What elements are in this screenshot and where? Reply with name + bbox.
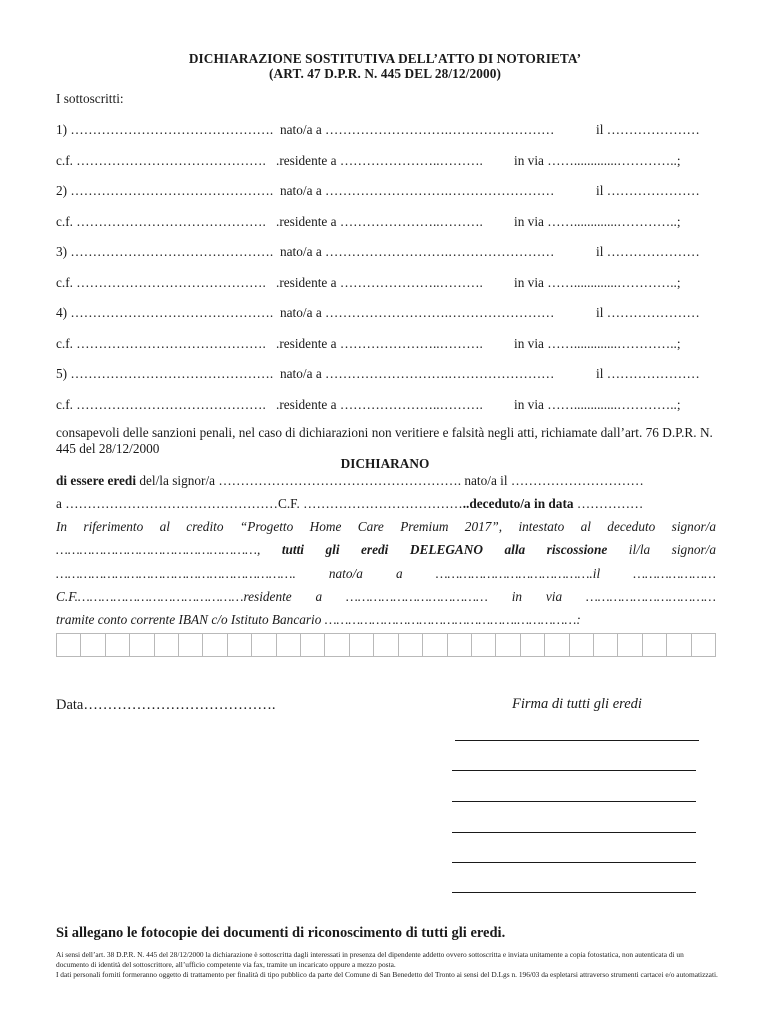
person-nato: nato/a a ……………………….…………………… (280, 122, 555, 137)
iban-cell[interactable] (179, 634, 203, 656)
signature-line[interactable] (452, 892, 696, 893)
iban-cell[interactable] (423, 634, 447, 656)
iban-cell[interactable] (203, 634, 227, 656)
nato-line[interactable]: ……………………………………………………. nato/a a ………………………………….il ………………… (56, 566, 716, 581)
iban-cell[interactable] (350, 634, 374, 656)
iban-cell[interactable] (472, 634, 496, 656)
person-num: 3) ………………………………………. (56, 244, 274, 259)
iban-grid[interactable] (56, 633, 716, 657)
eredi-bold: di essere eredi (56, 473, 137, 488)
person-cf: c.f. ……………………………………. (56, 214, 266, 229)
delegano-line[interactable] (56, 542, 716, 558)
person-residente: .residente a …………………..………. (276, 336, 483, 351)
iban-cell[interactable] (374, 634, 398, 656)
iban-cell[interactable] (594, 634, 618, 656)
signature-line[interactable] (452, 770, 696, 771)
intro-text: I sottoscritti: (56, 91, 124, 106)
legal-note-1: Ai sensi dell’art. 38 D.P.R. N. 445 del 28/12/2000 la dichiarazione è sottoscritta dagli interessati in presenza del dipendente addetto ovvero sottoscritta e inviata unitamente a copia fotostatica, non autenticata di un documento di identità del sottoscrittore, all’ufficio competente via fax, tramite un incaricato oppure a mezzo posta. (56, 950, 684, 969)
eredi-rest: del/la signor/a ………………………………………………. nato/a il ………………………… (136, 473, 644, 488)
person-cf: c.f. ……………………………………. (56, 153, 266, 168)
document-title: DICHIARAZIONE SOSTITUTIVA DELL’ATTO DI NOTORIETA’ (188, 51, 582, 66)
signature-line[interactable] (452, 862, 696, 863)
iban-cell[interactable] (545, 634, 569, 656)
person-num: 1) ………………………………………. (56, 122, 274, 137)
person-cf: c.f. ……………………………………. (56, 275, 266, 290)
person-num: 4) ………………………………………. (56, 305, 274, 320)
person-cf: c.f. ……………………………………. (56, 336, 266, 351)
person-residente: .residente a …………………..………. (276, 153, 483, 168)
signature-line[interactable] (455, 740, 699, 741)
iban-cell[interactable] (228, 634, 252, 656)
person-il: il ………………… (596, 305, 700, 320)
deceduto-post: …………… (573, 496, 644, 511)
eredi-line[interactable] (56, 473, 718, 489)
delegano-post: il/la signor/a (607, 542, 717, 557)
signature-line[interactable] (452, 832, 696, 833)
delegano-pre: ……………………………………………, (56, 542, 282, 557)
person-il: il ………………… (596, 244, 700, 259)
iban-cell[interactable] (570, 634, 594, 656)
iban-cell[interactable] (692, 634, 715, 656)
iban-cell[interactable] (521, 634, 545, 656)
legal-note-2: I dati personali forniti formeranno oggetto di trattamento per finalità di tipo pubblico da parte del Comune di San Benedetto del Tronto ai sensi del D.Lgs n. 196/03 da espletarsi attraverso strumenti cartacei e/o automatizzati. (56, 970, 718, 979)
person-via: in via …….............…………..; (514, 397, 681, 412)
person-il: il ………………… (596, 366, 700, 381)
person-nato: nato/a a ……………………….…………………… (280, 244, 555, 259)
iban-cell[interactable] (277, 634, 301, 656)
person-via: in via …….............…………..; (514, 214, 681, 229)
iban-cell[interactable] (618, 634, 642, 656)
deceduto-pre: a …………………………………………C.F. ……………………………… (56, 496, 463, 511)
person-nato: nato/a a ……………………….…………………… (280, 366, 555, 381)
delegano-bold: tutti gli eredi DELEGANO alla riscossione (281, 542, 608, 557)
person-via: in via …….............…………..; (514, 153, 681, 168)
iban-cell[interactable] (448, 634, 472, 656)
iban-cell[interactable] (643, 634, 667, 656)
person-num: 5) ………………………………………. (56, 366, 274, 381)
iban-cell[interactable] (106, 634, 130, 656)
person-residente: .residente a …………………..………. (276, 214, 483, 229)
iban-cell[interactable] (301, 634, 325, 656)
iban-cell[interactable] (496, 634, 520, 656)
person-cf: c.f. ……………………………………. (56, 397, 266, 412)
signature-line[interactable] (452, 801, 696, 802)
iban-cell[interactable] (57, 634, 81, 656)
person-il: il ………………… (596, 122, 700, 137)
riferimento-line: In riferimento al credito “Progetto Home Care Premium 2017”, intestato al deceduto signor/a (56, 519, 716, 534)
person-il: il ………………… (596, 183, 700, 198)
person-num: 2) ………………………………………. (56, 183, 274, 198)
consapevoli-text: consapevoli delle sanzioni penali, nel caso di dichiarazioni non veritiere e falsità negli atti, richiamate dall’art. 76 D.P.R. N. 445 del 28/12/2000 (56, 425, 713, 456)
deceduto-bold: ..deceduto/a in data (462, 496, 574, 511)
person-nato: nato/a a ……………………….…………………… (280, 183, 555, 198)
allegano-text: Si allegano le fotocopie dei documenti di riconoscimento di tutti gli eredi. (56, 925, 506, 941)
iban-cell[interactable] (155, 634, 179, 656)
iban-cell[interactable] (399, 634, 423, 656)
person-nato: nato/a a ……………………….…………………… (280, 305, 555, 320)
document-subtitle: (ART. 47 D.P.R. N. 445 DEL 28/12/2000) (269, 66, 501, 81)
data-field[interactable]: Data…………………………………. (56, 697, 276, 713)
person-via: in via …….............…………..; (514, 336, 681, 351)
person-residente: .residente a …………………..………. (276, 275, 483, 290)
iban-label: tramite conto corrente IBAN c/o Istituto Bancario ………………………………………….……………: (56, 612, 581, 627)
deceduto-line[interactable] (56, 496, 718, 512)
person-via: in via …….............…………..; (514, 275, 681, 290)
iban-cell[interactable] (325, 634, 349, 656)
cf-line[interactable]: C.F.……………………………………residente a ……………………………… in via …………………………… (56, 589, 716, 604)
iban-cell[interactable] (81, 634, 105, 656)
firma-label: Firma di tutti gli eredi (512, 696, 642, 712)
iban-cell[interactable] (667, 634, 691, 656)
iban-cell[interactable] (130, 634, 154, 656)
dichiarano-heading: DICHIARANO (340, 456, 430, 471)
iban-cell[interactable] (252, 634, 276, 656)
person-residente: .residente a …………………..………. (276, 397, 483, 412)
